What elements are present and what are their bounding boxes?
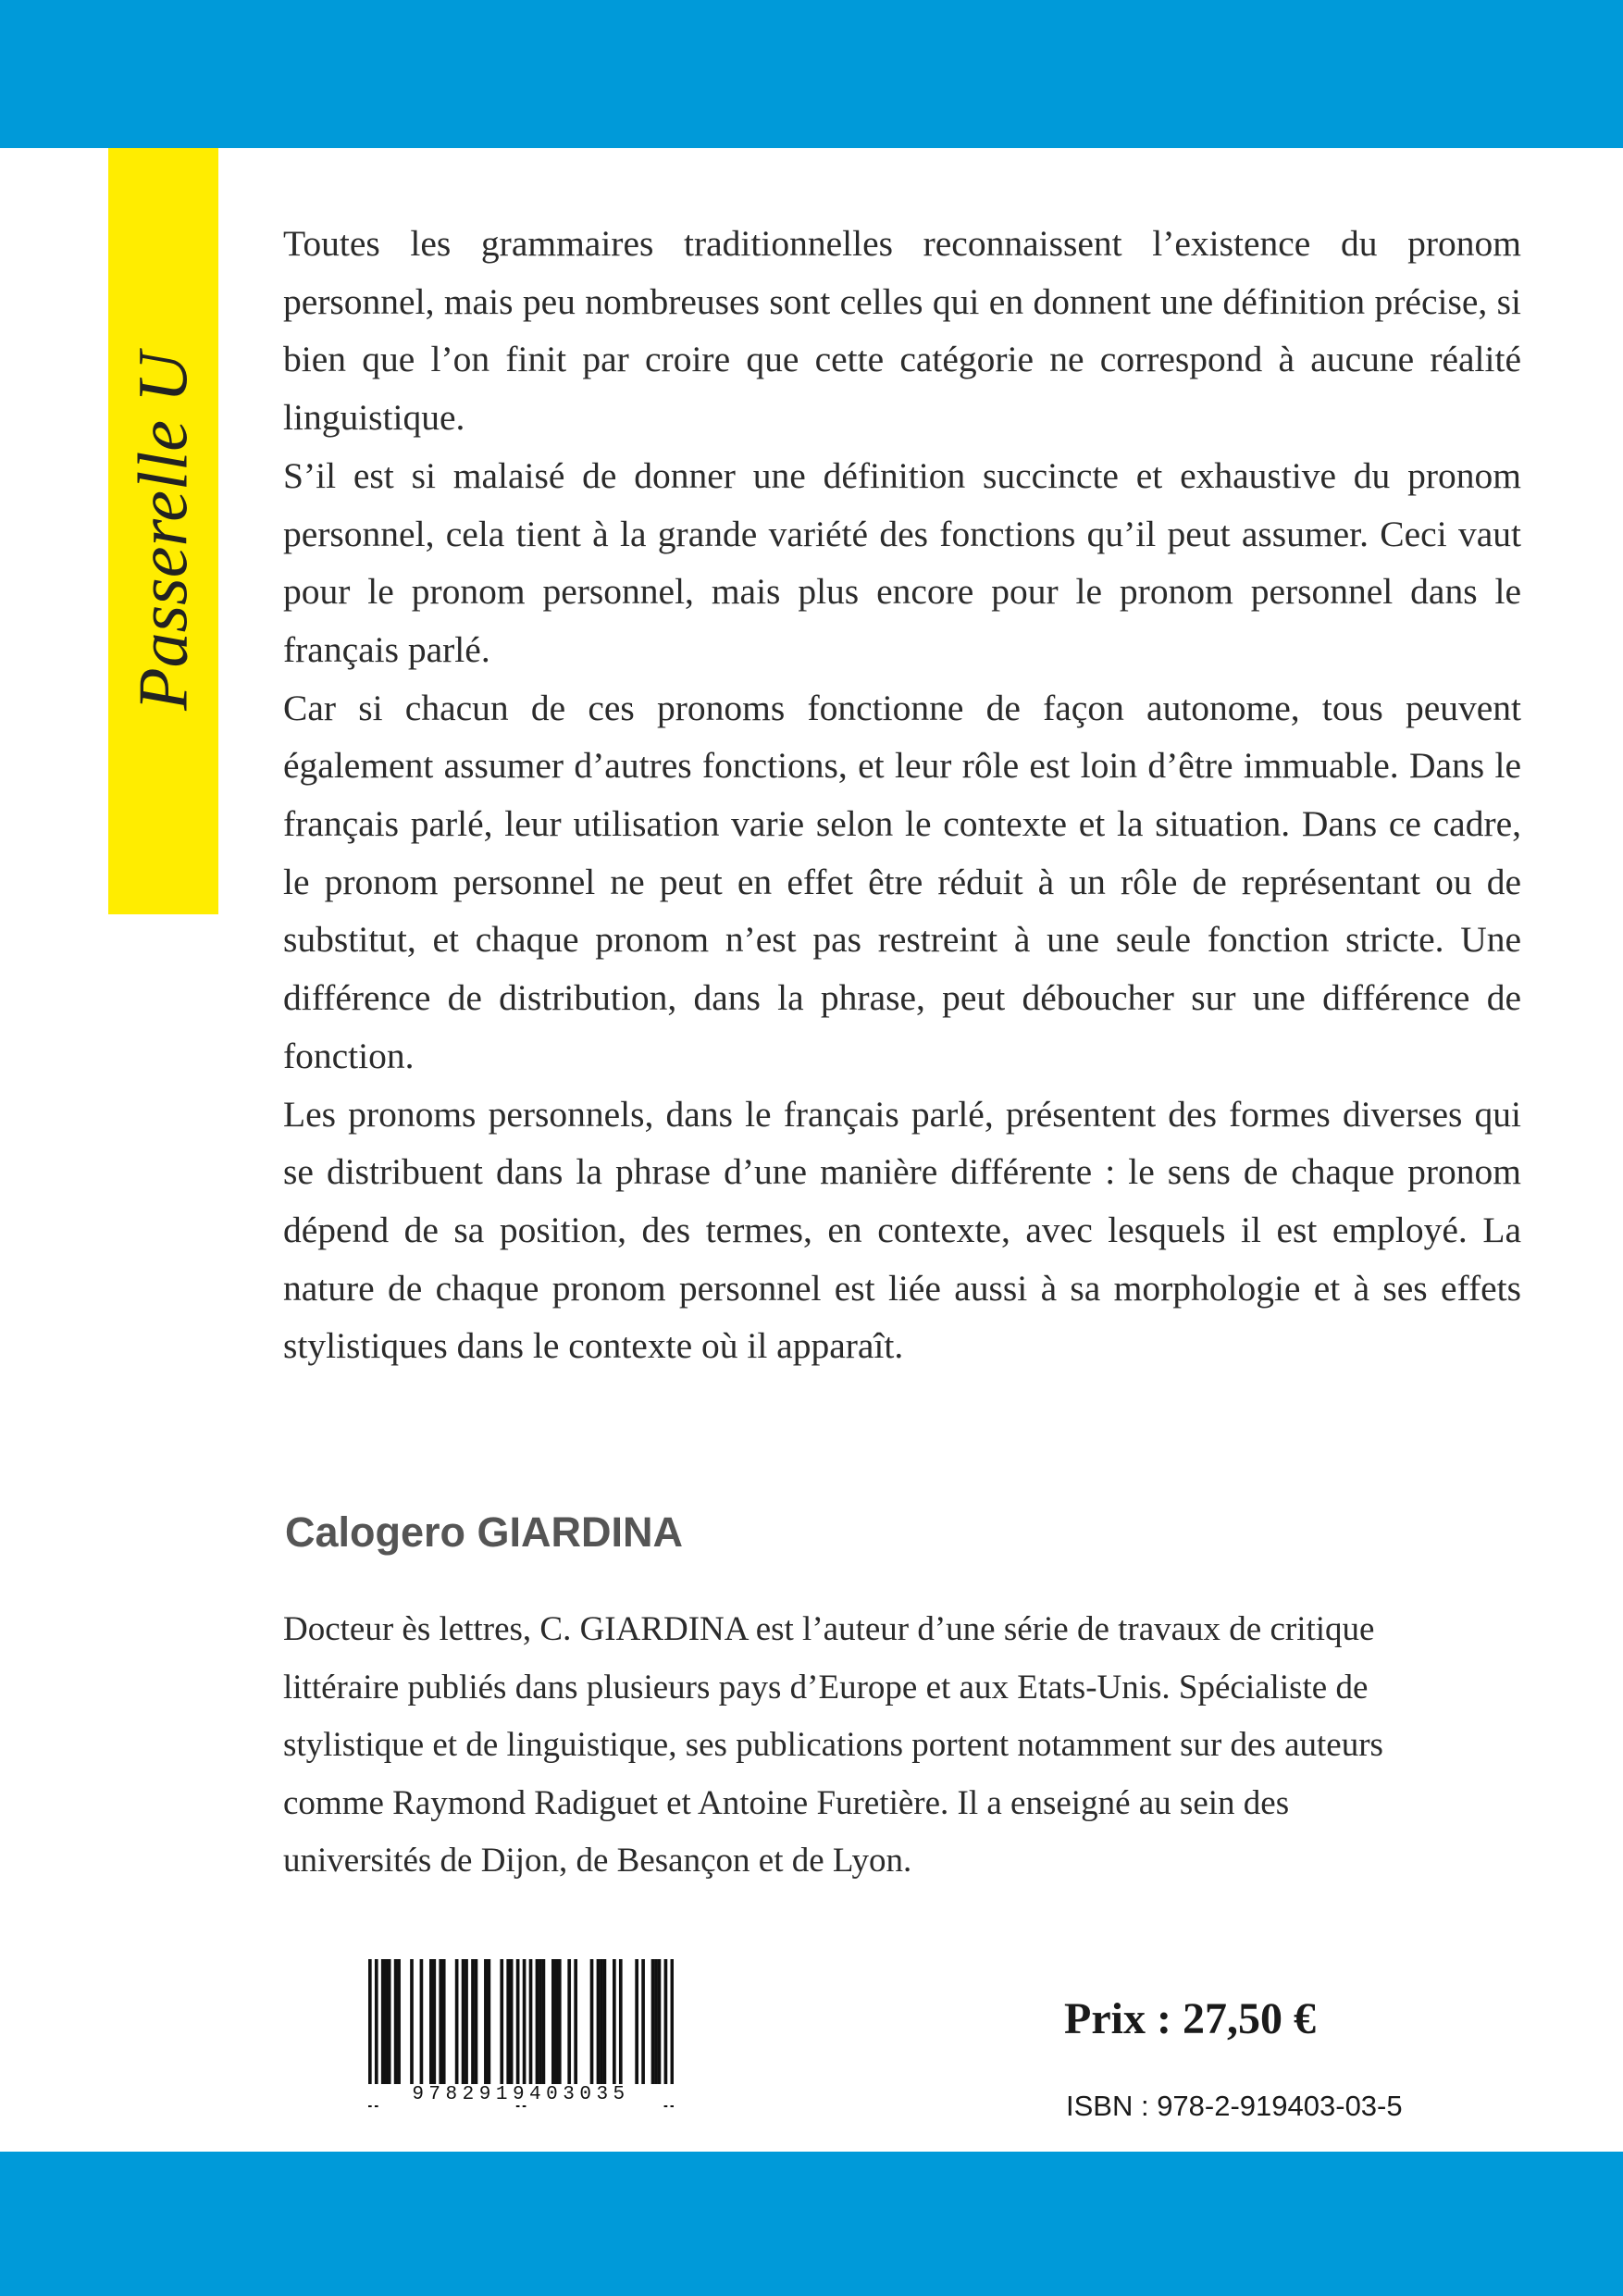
price: Prix : 27,50 € [1064, 1994, 1316, 2043]
barcode-bar [484, 1959, 488, 2084]
barcode-bar [397, 1959, 401, 2084]
barcode-bar [651, 1959, 655, 2084]
barcode-bar [574, 1959, 577, 2084]
barcode-bar [558, 1959, 562, 2084]
intro-paragraph: Les pronoms personnels, dans le français parlé, présentent des formes diverses qui se distribuent dans la phrase d’une manière différente : le sens de chaque pronom dépend de sa position, des termes, en contexte, avec lesquels il est employé. La nature de chaque pronom personnel est liée aussi à sa morphologie et à ses effets stylistiques dans le contexte où il apparaît. [283, 1093, 1521, 1367]
barcode-bar [500, 1959, 503, 2084]
barcode-bar [432, 1959, 436, 2084]
barcode-bar [410, 1959, 414, 2084]
author-name: Calogero GIARDINA [285, 1508, 684, 1556]
back-cover-text [283, 215, 1521, 1375]
barcode-bar [654, 1959, 658, 2084]
bio-line: Docteur ès lettres, C. GIARDINA est l’auteur d’une série de travaux de critique [283, 1610, 1375, 1648]
barcode-bar [384, 1959, 388, 2084]
barcode-bar [600, 1959, 603, 2084]
barcode-bar [536, 1959, 539, 2084]
top-color-band [0, 0, 1623, 148]
bio-line: comme Raymond Radiguet et Antoine Furetière. Il a enseigné au sein des [283, 1783, 1290, 1822]
isbn: ISBN : 978-2-919403-03-5 [1066, 2090, 1403, 2122]
barcode-bar [420, 1959, 424, 2084]
barcode-digits: 9782919403035 [368, 2084, 674, 2105]
barcode-bar [551, 1959, 555, 2084]
barcode-bar [567, 1959, 571, 2084]
barcode-bar [439, 1959, 442, 2084]
barcode-bar [429, 1959, 433, 2084]
barcode-bar [641, 1959, 645, 2084]
barcode-bar [394, 1959, 398, 2084]
intro-paragraph: Toutes les grammaires traditionnelles reconnaissent l’existence du pronom personnel, mais peu nombreuses sont celles qui en donnent une définition précise, si bien que l’on finit par croire que cette catégorie ne correspond à aucune réalité linguistique. [283, 223, 1521, 439]
barcode-bar [465, 1959, 468, 2084]
barcode-bar [442, 1959, 446, 2084]
intro-paragraph: S’il est si malaisé de donner une définition succincte et exhaustive du pronom personnel, cela tient à la grande variété des fonctions qu’il peut assumer. Ceci vaut pour le pronom personnel, mais plus encore pour le pronom personnel dans le français parlé. [283, 454, 1521, 670]
barcode-bar [635, 1959, 638, 2084]
barcode-bar [539, 1959, 542, 2084]
barcode-bar [542, 1959, 546, 2084]
barcode-bar [554, 1959, 558, 2084]
barcode-bar [529, 1959, 533, 2084]
bio-line: littéraire publiés dans plusieurs pays d’Europe et aux Etats-Unis. Spécialiste de [283, 1668, 1369, 1706]
bio-line: stylistique et de linguistique, ses publications portent notamment sur des auteurs [283, 1726, 1383, 1765]
author-bio [283, 1601, 1523, 1891]
barcode-bar [510, 1959, 514, 2084]
barcode [368, 1959, 674, 2107]
barcode-bar [462, 1959, 465, 2084]
bio-line: universités de Dijon, de Besançon et de Lyon. [283, 1842, 912, 1880]
barcode-bar [506, 1959, 510, 2084]
intro-paragraph: Car si chacun de ces pronoms fonctionne de façon autonome, tous peuvent également assumer d’autres fonctions, et leur rôle est loin d’être immuable. Dans le français parlé, leur utilisation varie selon le contexte et la situation. Dans ce cadre, le pronom personnel ne peut en effet être réduit à un rôle de représentant ou de substitut, et chaque pronom n’est pas restreint à une seule fonction stricte. Une différence de distribution, dans la phrase, peut déboucher sur une différence de fonction. [283, 687, 1521, 1076]
barcode-bar [381, 1959, 385, 2084]
barcode-bar [590, 1959, 594, 2084]
bottom-color-band [0, 2152, 1623, 2296]
series-tab [108, 148, 218, 914]
series-label: Passerelle U [124, 352, 202, 711]
barcode-bar [603, 1959, 607, 2084]
barcode-bar [488, 1959, 491, 2084]
barcode-bar [388, 1959, 391, 2084]
barcode-bar [471, 1959, 475, 2084]
barcode-bar [613, 1959, 616, 2084]
barcode-bar [455, 1959, 459, 2084]
barcode-bar [619, 1959, 623, 2084]
barcode-bar [475, 1959, 478, 2084]
barcode-bar [658, 1959, 662, 2084]
barcode-bar [597, 1959, 601, 2084]
